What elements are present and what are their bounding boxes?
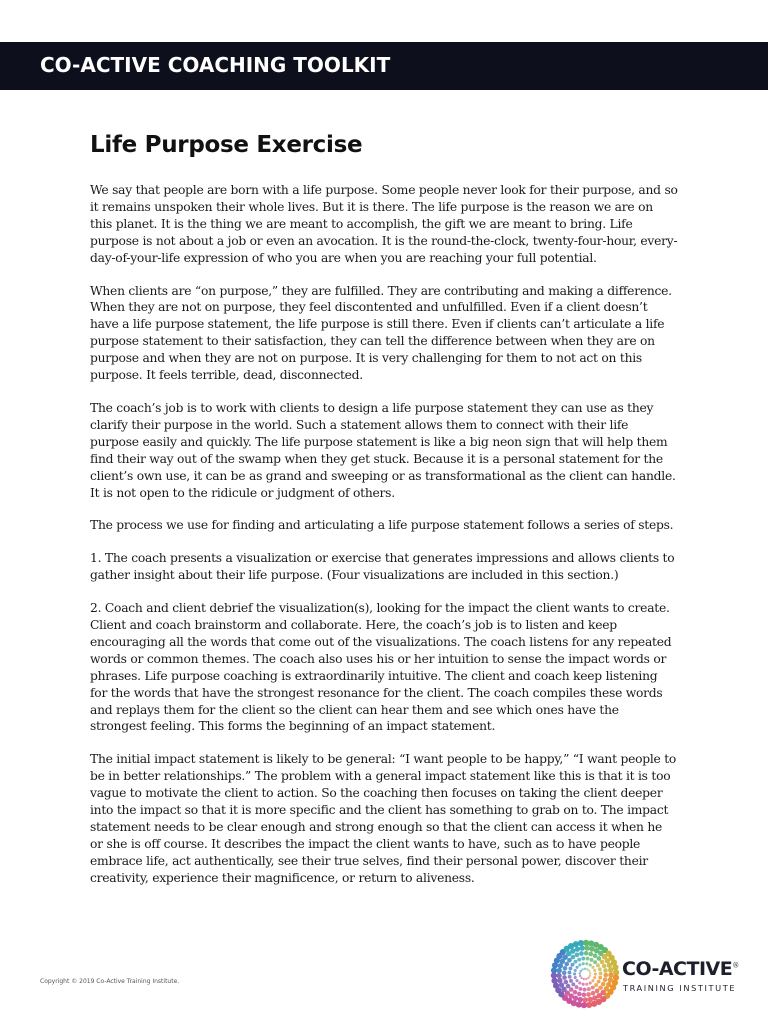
paragraph: We say that people are born with a life purpose. Some people never look for their purpose, and so it remains unspoken their whole lives. But it is there. The life purpose is the reason we are on this planet. It is the thing we are meant to accomplish, the gift we are meant to bring. Life purpose is not about a job or even an avocation. It is the round-the-clock, twenty-four-hour, every-day-of-your-life expression of who you are when you are reaching your full potential. xyxy=(90,183,678,265)
logo-dot xyxy=(582,992,587,997)
logo-dot xyxy=(608,972,613,977)
logo-dot xyxy=(574,976,577,979)
logo-dot xyxy=(564,962,569,967)
logo-dot xyxy=(575,952,580,957)
logo-tagline: TRAINING INSTITUTE xyxy=(623,983,737,993)
dotted-flower-icon xyxy=(550,935,620,1013)
logo-dot xyxy=(557,968,562,973)
header-bar xyxy=(0,42,768,90)
logo-dot xyxy=(578,997,583,1002)
logo-dot xyxy=(581,968,583,970)
logo-dot xyxy=(583,997,588,1002)
paragraph: When clients are “on purpose,” they are fulfilled. They are contributing and making a difference. When they are not on purpose, they feel discontented and unfulfilled. Even if a client doesn’t have a life purpose statement, the life purpose is still there. Even if clients can’t articulate a life purpose statement to their satisfaction, they can tell the difference between when they are on purpose and when they are not on purpose. It is very challenging for them to not act on this purpose. It feels terrible, dead, disconnected. xyxy=(90,283,672,383)
logo-dot xyxy=(598,976,602,980)
header-title: CO-ACTIVE COACHING TOOLKIT xyxy=(40,53,391,77)
logo-dot xyxy=(584,951,589,956)
logo-dot xyxy=(599,971,603,975)
logo-dot xyxy=(568,971,572,975)
logo-dot xyxy=(598,986,603,991)
logo-dot xyxy=(603,973,608,978)
logo-dot xyxy=(571,982,575,986)
logo-dot xyxy=(580,970,582,972)
logo-dot xyxy=(593,953,598,958)
logo-dot xyxy=(562,975,567,980)
logo-dot xyxy=(579,951,584,956)
logo-dot xyxy=(602,964,607,969)
logo-dot xyxy=(597,980,601,984)
logo-dot xyxy=(582,983,585,986)
logo-dot xyxy=(580,945,585,950)
logo-dot xyxy=(571,963,575,967)
logo-dot xyxy=(575,985,579,989)
logo-dot xyxy=(571,1000,577,1006)
logo-dot xyxy=(579,972,581,974)
logo-wordmark: CO-ACTIVE® xyxy=(622,958,739,980)
logo-dot xyxy=(589,946,594,951)
logo-dot xyxy=(584,968,586,970)
logo-dot xyxy=(575,966,578,969)
logo-dot xyxy=(562,971,567,976)
logo-dot xyxy=(574,969,577,972)
logo-dot xyxy=(588,997,593,1002)
logo-dot xyxy=(583,978,585,980)
logo-dot xyxy=(589,975,591,977)
paragraph: 1. The coach presents a visualization or exercise that generates impressions and allows clients to gather insight about their life purpose. (Four visualizations are included in this section.) xyxy=(90,551,675,583)
copyright-text: Copyright © 2019 Co-Active Training Institute. xyxy=(40,978,180,985)
logo-dot xyxy=(593,969,596,972)
logo-dot xyxy=(581,957,585,961)
logo-dot xyxy=(588,952,593,957)
logo-dot xyxy=(584,945,589,950)
logo-dot xyxy=(597,956,602,961)
logo-dot xyxy=(600,960,605,965)
logo-dot xyxy=(589,963,592,966)
logo-dot xyxy=(573,990,578,995)
paragraph: 2. Coach and client debrief the visualization(s), looking for the impact the client wants to create. Client and coach brainstorm and collaborate. Here, the coach’s job is to listen and keep encouraging all the words that come out of the visualizations. The coach listens for any repeated words or common themes. The coach also uses his or her intuition to sense the impact words or phrases. Life purpose coaching is extraordinarily intuitive. The client and coach keep listening for the words that have the strongest resonance for the client. The coach compiles these words and replays them for the client so the client can hear them and see which ones have the strongest feeling. This forms the beginning of an impact statement. xyxy=(90,601,672,734)
logo-dot xyxy=(589,972,591,974)
paragraph: The initial impact statement is likely to be general: “I want people to be happy,” “I want people to be in better relationships.” The problem with a general impact statement like this is that it is too vague to motivate the client to action. So the coaching then focuses on taking the client deeper into the impact so that it is more specific and the client has something to grab on to. The impact statement needs to be clear enough and strong enough so that the client can access it when he or she is off course. It describes the impact the client wants to have, such as to have people embrace life, act authentically, see their true selves, find their personal power, discover their creativity, experience their magnificence, or return to aliveness. xyxy=(90,752,677,885)
co-active-logo xyxy=(550,935,740,1013)
logo-dot xyxy=(591,966,594,969)
logo-dot xyxy=(588,970,590,972)
logo-dot xyxy=(591,979,594,982)
logo-dot xyxy=(556,973,561,978)
logo-dot xyxy=(598,967,602,971)
body-text xyxy=(90,182,678,903)
logo-dot xyxy=(569,979,573,983)
logo-dot xyxy=(571,955,576,960)
logo-dot xyxy=(603,977,608,982)
logo-dot xyxy=(577,958,581,962)
logo-dot xyxy=(589,981,592,984)
logo-dot xyxy=(568,975,572,979)
logo-dot xyxy=(575,979,578,982)
paragraph: The process we use for finding and articulating a life purpose statement follows a series of steps. xyxy=(90,518,674,533)
logo-dot xyxy=(593,960,597,964)
logo-dot xyxy=(585,978,587,980)
paragraph: The coach’s job is to work with clients to design a life purpose statement they can use as they clarify their purpose in the world. Such a statement allows them to connect with their life purpose easily and quickly. The life purpose statement is like a big neon sign that will help them find their way out of the swamp when they get stuck. Because it is a personal statement for the client’s own use, it can be as grand and sweeping or as transformational as the client can handle. It is not open to the ridicule or judgment of others. xyxy=(90,400,676,500)
logo-dot xyxy=(591,986,595,990)
logo-dot xyxy=(585,983,588,986)
logo-dot xyxy=(582,962,585,965)
logo-dot xyxy=(587,977,589,979)
logo-dot xyxy=(586,992,591,997)
logo-dot xyxy=(591,991,596,996)
logo-dot xyxy=(574,960,578,964)
logo-dot xyxy=(590,958,594,962)
logo-dot xyxy=(579,975,581,977)
logo-dot xyxy=(583,988,587,992)
logo-dot xyxy=(578,981,581,984)
logo-dot xyxy=(566,984,571,989)
logo-dot xyxy=(586,957,590,961)
logo-dot xyxy=(603,968,608,973)
logo-dot xyxy=(594,972,597,975)
logo-dot xyxy=(587,987,591,991)
logo-dot xyxy=(578,963,581,966)
logo-dot xyxy=(586,968,588,970)
logo-dot xyxy=(563,980,568,985)
logo-dot xyxy=(567,958,572,963)
logo-dot xyxy=(594,983,598,987)
logo-dot xyxy=(569,987,574,992)
logo-dot xyxy=(593,976,596,979)
logo-dot xyxy=(575,946,580,951)
logo-dot xyxy=(569,966,573,970)
logo-dot xyxy=(563,966,568,971)
page-title: Life Purpose Exercise xyxy=(90,132,363,158)
logo-dot xyxy=(577,992,582,997)
logo-dot xyxy=(585,962,588,965)
logo-dot xyxy=(580,977,582,979)
logo-dot xyxy=(578,987,582,991)
logo-dot xyxy=(557,978,562,983)
logo-dot xyxy=(601,982,606,987)
logo-dot xyxy=(595,989,600,994)
logo-dot xyxy=(573,972,576,975)
logo-dot xyxy=(596,963,600,967)
logo-dot xyxy=(559,982,564,987)
